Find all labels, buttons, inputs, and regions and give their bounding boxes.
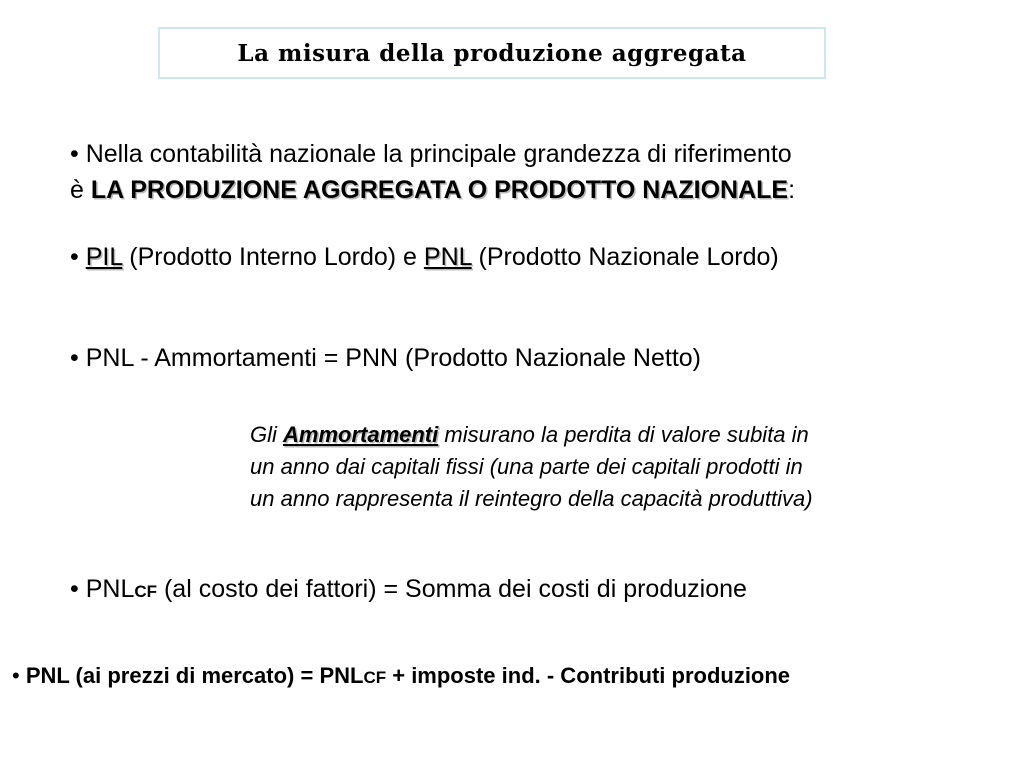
bullet-text: + imposte ind. - Contributi produzione — [386, 663, 791, 688]
bullet-text: è — [70, 176, 91, 204]
bullet-marker: • — [70, 575, 79, 603]
bullet-text: PNL (ai prezzi di mercato) = PNL — [25, 663, 364, 688]
bullet-marker: • — [70, 344, 79, 372]
bullet-text: PNL - Ammortamenti = PNN (Prodotto Nazionale Netto) — [85, 344, 702, 372]
term-pnl: PNL — [423, 243, 472, 271]
note-line — [250, 419, 990, 451]
slide-title: La misura della produzione aggregata — [237, 39, 747, 67]
bullet-national-accounting — [70, 138, 792, 170]
title-box — [158, 27, 826, 79]
bullet-text: : — [788, 176, 796, 204]
subscript-cf: CF — [363, 668, 387, 687]
emphasis-aggregate-production: LA PRODUZIONE AGGREGATA O PRODOTTO NAZIONALE — [90, 176, 789, 204]
note-line: un anno rappresenta il reintegro della capacità produttiva) — [250, 486, 813, 511]
bullet-marker: • — [70, 140, 79, 168]
bullet-text: (al costo dei fattori) = Somma dei costi di produzione — [157, 575, 747, 603]
bullet-national-accounting-cont — [70, 174, 795, 206]
term-ammortamenti: Ammortamenti — [283, 422, 439, 447]
bullet-marker: • — [70, 243, 79, 271]
note-text: Gli — [250, 422, 283, 447]
bullet-text: PNL — [85, 575, 135, 603]
bullet-marker: • — [12, 663, 20, 688]
bullet-text: (Prodotto Nazionale Lordo) — [471, 243, 779, 271]
note-line: un anno dai capitali fissi (una parte dei capitali prodotti in — [250, 454, 803, 479]
bullet-text: Nella contabilità nazionale la principale grandezza di riferimento — [85, 140, 792, 168]
note-text: misurano la perdita di valore subita in — [438, 422, 809, 447]
term-pil: PIL — [85, 243, 123, 271]
bullet-pil-pnl — [70, 241, 779, 273]
bullet-pnn — [70, 342, 701, 374]
subscript-cf: CF — [134, 582, 158, 601]
bullet-pnl-market-prices — [12, 660, 790, 694]
bullet-pnl-cf — [70, 573, 747, 608]
bullet-text: (Prodotto Interno Lordo) e — [122, 243, 424, 271]
note-ammortamenti — [250, 419, 990, 515]
